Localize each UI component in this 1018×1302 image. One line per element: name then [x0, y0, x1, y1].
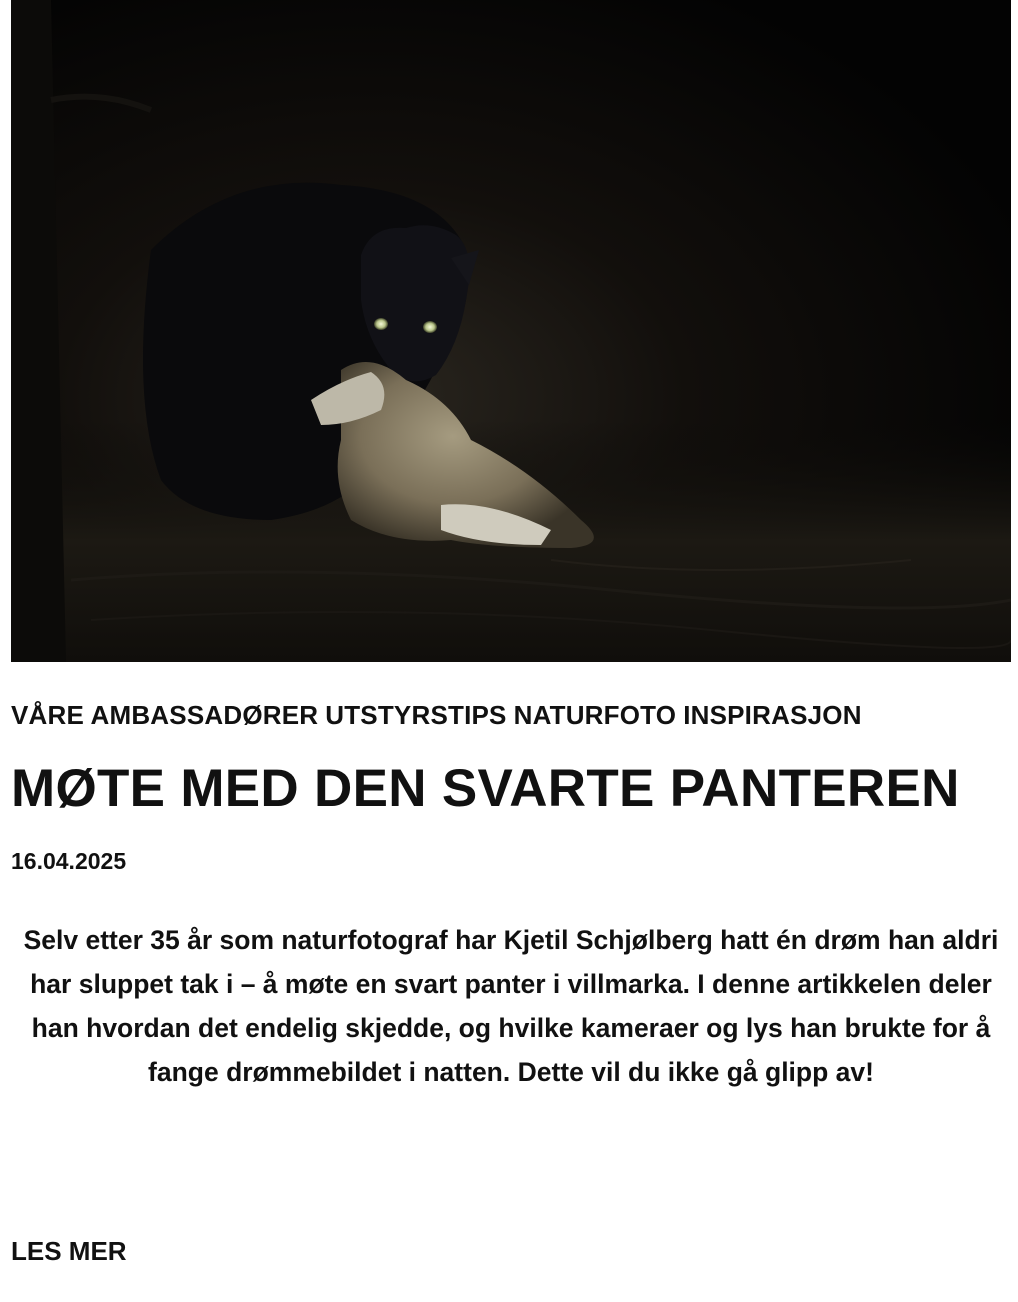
category-link-utstyrstips[interactable]: UTSTYRSTIPS: [325, 700, 507, 730]
hero-image[interactable]: [11, 0, 1011, 662]
category-link-naturfoto[interactable]: NATURFOTO: [513, 700, 677, 730]
post-excerpt: Selv etter 35 år som naturfotograf har Kjetil Schjølberg hatt én drøm han aldri har sluppet tak i – å møte en svart panter i villmarka. I denne artikkelen deler han hvordan det endelig skjedde, og hvilke kameraer og lys han brukte for å fange drømmebildet i natten. Dette vil du ikke gå glipp av!: [23, 925, 999, 1087]
post-title[interactable]: MØTE MED DEN SVARTE PANTEREN: [11, 759, 960, 818]
panther-photo: [11, 0, 1011, 662]
post-date: 16.04.2025: [11, 848, 127, 874]
read-more-link[interactable]: LES MER: [11, 1236, 127, 1266]
category-link-ambassadorer[interactable]: VÅRE AMBASSADØRER: [11, 700, 319, 730]
category-link-inspirasjon[interactable]: INSPIRASJON: [683, 700, 862, 730]
category-list: [11, 700, 1001, 731]
